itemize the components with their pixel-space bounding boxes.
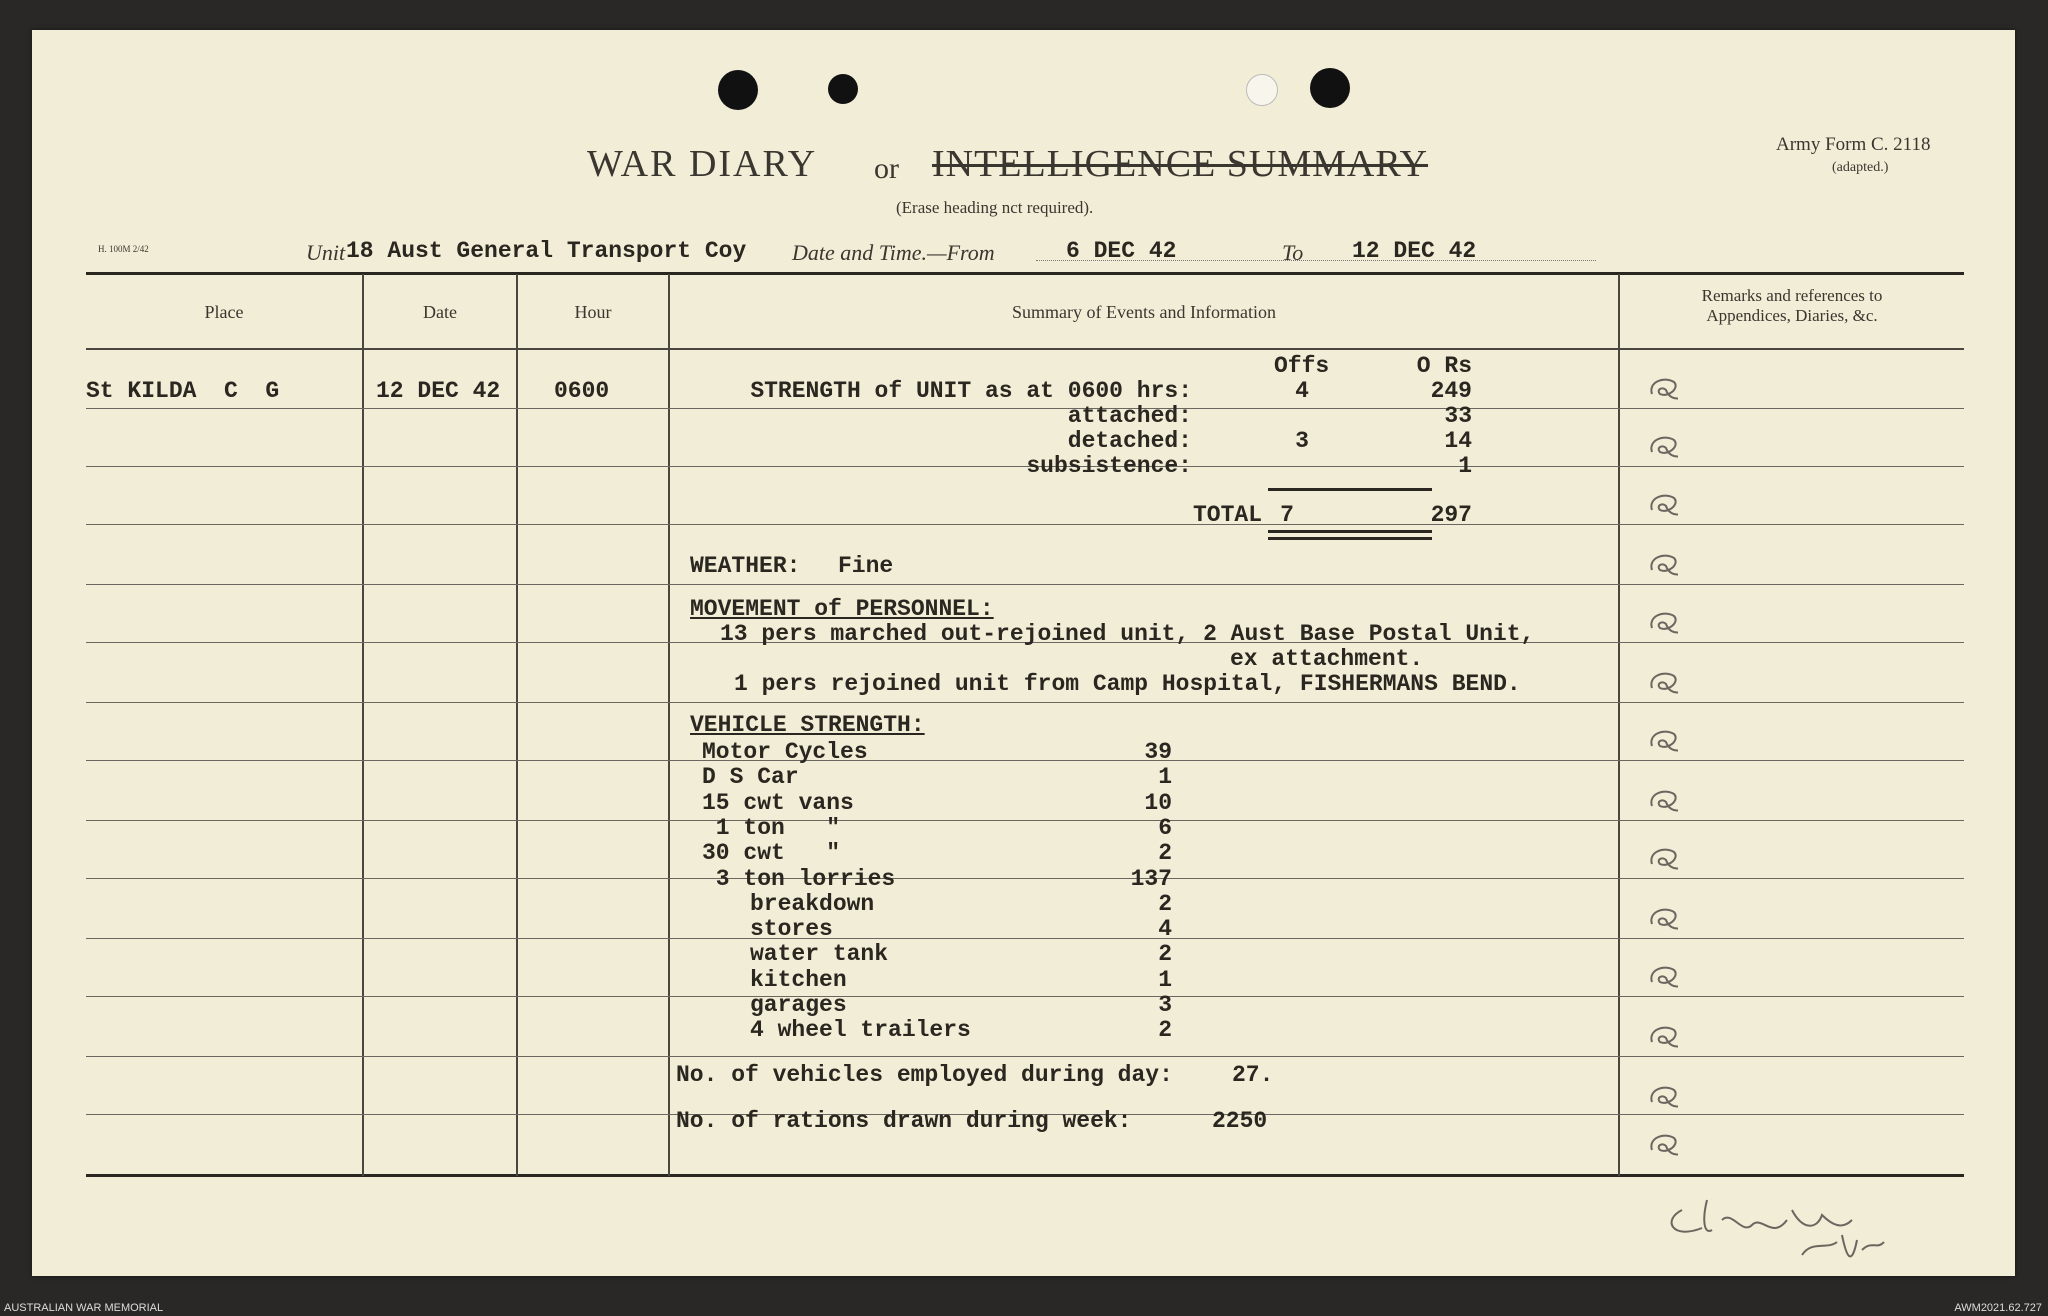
vehicle-name: kitchen: [750, 966, 847, 993]
strength-col-ors: O Rs: [1416, 353, 1472, 379]
army-form-label: Army Form C. 2118: [1776, 134, 1931, 155]
vehicle-name: breakdown: [750, 890, 875, 917]
vehicle-name: Motor Cycles: [702, 739, 868, 765]
ruled-line: [86, 820, 1964, 821]
vehicle-count: 39: [1144, 739, 1172, 765]
col-header-place: Place: [204, 302, 244, 322]
vehicle-count: 6: [1158, 814, 1172, 841]
diary-page: [32, 30, 2015, 1276]
vehicle-count: 4: [1158, 916, 1172, 943]
total-rule-top: [1268, 488, 1432, 491]
strength-row-offs: 4: [1295, 378, 1309, 404]
movement-line-1: 13 pers marched out-rejoined unit, 2 Aust Base Postal Unit,: [720, 621, 1535, 647]
punch-hole-4: [1310, 68, 1350, 108]
table-top-rule: [86, 272, 1964, 275]
weather-label: WEATHER:: [690, 553, 801, 579]
punch-hole-2: [828, 74, 858, 104]
entry-place: St KILDA C G: [86, 378, 280, 404]
strength-row-label: subsistence:: [1026, 453, 1192, 479]
col-divider-3: [668, 274, 670, 1176]
header-bottom-rule: [86, 348, 1964, 350]
date-from: 6 DEC 42: [1066, 238, 1177, 264]
vehicle-name: stores: [750, 916, 833, 943]
footer-right: AWM2021.62.727: [1954, 1302, 2042, 1314]
employed-label: No. of vehicles employed during day:: [676, 1062, 1173, 1088]
ruled-line: [86, 760, 1964, 761]
title-main: WAR DIARY: [587, 143, 818, 185]
col-divider-1: [362, 274, 364, 1176]
col-header-date: Date: [423, 302, 457, 322]
date-to: 12 DEC 42: [1352, 238, 1477, 264]
total-ors: 297: [1430, 502, 1472, 528]
pencil-tick-mark: [1644, 960, 1678, 990]
vehicle-count: 3: [1158, 992, 1172, 1018]
unit-value: 18 Aust General Transport Coy: [346, 238, 747, 264]
entry-date: 12 DEC 42: [376, 378, 501, 404]
footer-left: AUSTRALIAN WAR MEMORIAL: [4, 1302, 164, 1314]
pencil-tick-mark: [1644, 902, 1678, 932]
pencil-tick-mark: [1644, 548, 1678, 578]
vehicle-name: 1 ton ": [702, 814, 841, 841]
movement-line-3: 1 pers rejoined unit from Camp Hospital, FISHERMANS BEND.: [734, 671, 1521, 697]
total-label: TOTAL: [1192, 502, 1262, 528]
ruled-line: [86, 996, 1964, 997]
pencil-tick-mark: [1644, 784, 1678, 814]
vehicle-name: 15 cwt vans: [702, 789, 854, 816]
table-bottom-rule: [86, 1174, 1964, 1177]
unit-label: Unit: [306, 240, 346, 265]
vehicle-name: 3 ton lorries: [702, 865, 896, 892]
title-or: or: [874, 152, 899, 185]
vehicle-count: 2: [1158, 890, 1172, 917]
ruled-line: [86, 1056, 1964, 1057]
vehicle-name: 4 wheel trailers: [750, 1017, 971, 1044]
vehicle-count: 2: [1158, 1017, 1172, 1044]
total-rule-double: [1268, 530, 1432, 540]
vehicle-count: 2: [1158, 941, 1172, 968]
vehicle-count: 2: [1158, 840, 1172, 867]
vehicle-count: 137: [1130, 865, 1172, 892]
col-divider-2: [516, 274, 518, 1176]
col-divider-4: [1618, 274, 1620, 1176]
strength-row-label: STRENGTH of UNIT as at 0600 hrs:: [750, 378, 1192, 404]
vehicle-name: garages: [750, 992, 847, 1018]
rations-label: No. of rations drawn during week:: [676, 1108, 1132, 1134]
vehicle-name: 30 cwt ": [702, 840, 841, 867]
pencil-tick-mark: [1644, 606, 1678, 636]
rations-value: 2250: [1212, 1108, 1268, 1134]
vehicle-name: water tank: [750, 941, 889, 968]
strength-row-label: attached:: [1067, 403, 1192, 429]
vehicle-count: 1: [1158, 966, 1172, 993]
ruled-line: [86, 702, 1964, 703]
pencil-tick-mark: [1644, 1128, 1678, 1158]
ruled-line: [86, 938, 1964, 939]
punch-hole-1: [718, 70, 758, 110]
ruled-line: [86, 524, 1964, 525]
col-header-remarks-2: Appendices, Diaries, &c.: [1706, 306, 1878, 325]
punch-hole-3: [1246, 74, 1278, 106]
pencil-tick-mark: [1644, 1020, 1678, 1050]
entry-hour: 0600: [554, 378, 610, 404]
movement-heading: MOVEMENT of PERSONNEL:: [690, 596, 994, 622]
pencil-tick-mark: [1644, 1080, 1678, 1110]
form-code: H. 100M 2/42: [98, 244, 149, 254]
pencil-tick-mark: [1644, 666, 1678, 696]
vehicle-name: D S Car: [702, 764, 799, 791]
col-header-remarks-1: Remarks and references to: [1701, 286, 1883, 305]
strength-col-offs: Offs: [1274, 353, 1330, 379]
pencil-tick-mark: [1644, 842, 1678, 872]
strength-row-offs: 3: [1295, 428, 1309, 454]
ruled-line: [86, 878, 1964, 879]
employed-value: 27.: [1232, 1062, 1274, 1088]
strength-row-ors: 249: [1430, 378, 1472, 404]
ruled-line: [86, 584, 1964, 585]
strength-row-ors: 33: [1444, 403, 1472, 429]
total-offs: 7: [1280, 502, 1294, 528]
date-dotted-line: [1036, 260, 1596, 261]
adapted-label: (adapted.): [1832, 160, 1889, 175]
col-header-hour: Hour: [574, 302, 612, 322]
movement-line-2: ex attachment.: [1230, 646, 1424, 672]
strength-row-ors: 1: [1458, 453, 1472, 479]
pencil-tick-mark: [1644, 372, 1678, 402]
title-struck: INTELLIGENCE SUMMARY: [932, 143, 1429, 185]
vehicle-count: 1: [1158, 764, 1172, 791]
pencil-tick-mark: [1644, 430, 1678, 460]
erase-note: (Erase heading nct required).: [896, 198, 1094, 217]
pencil-tick-mark: [1644, 724, 1678, 754]
strength-row-label: detached:: [1067, 428, 1192, 454]
date-time-label: Date and Time.—From: [792, 240, 995, 265]
vehicle-heading: VEHICLE STRENGTH:: [690, 712, 925, 738]
col-header-summary: Summary of Events and Information: [1012, 302, 1276, 322]
weather-value: Fine: [838, 553, 894, 579]
strength-row-ors: 14: [1444, 428, 1472, 454]
handwritten-signature: [1652, 1180, 1952, 1270]
vehicle-count: 10: [1144, 789, 1172, 816]
pencil-tick-mark: [1644, 488, 1678, 518]
to-label: To: [1282, 240, 1304, 265]
